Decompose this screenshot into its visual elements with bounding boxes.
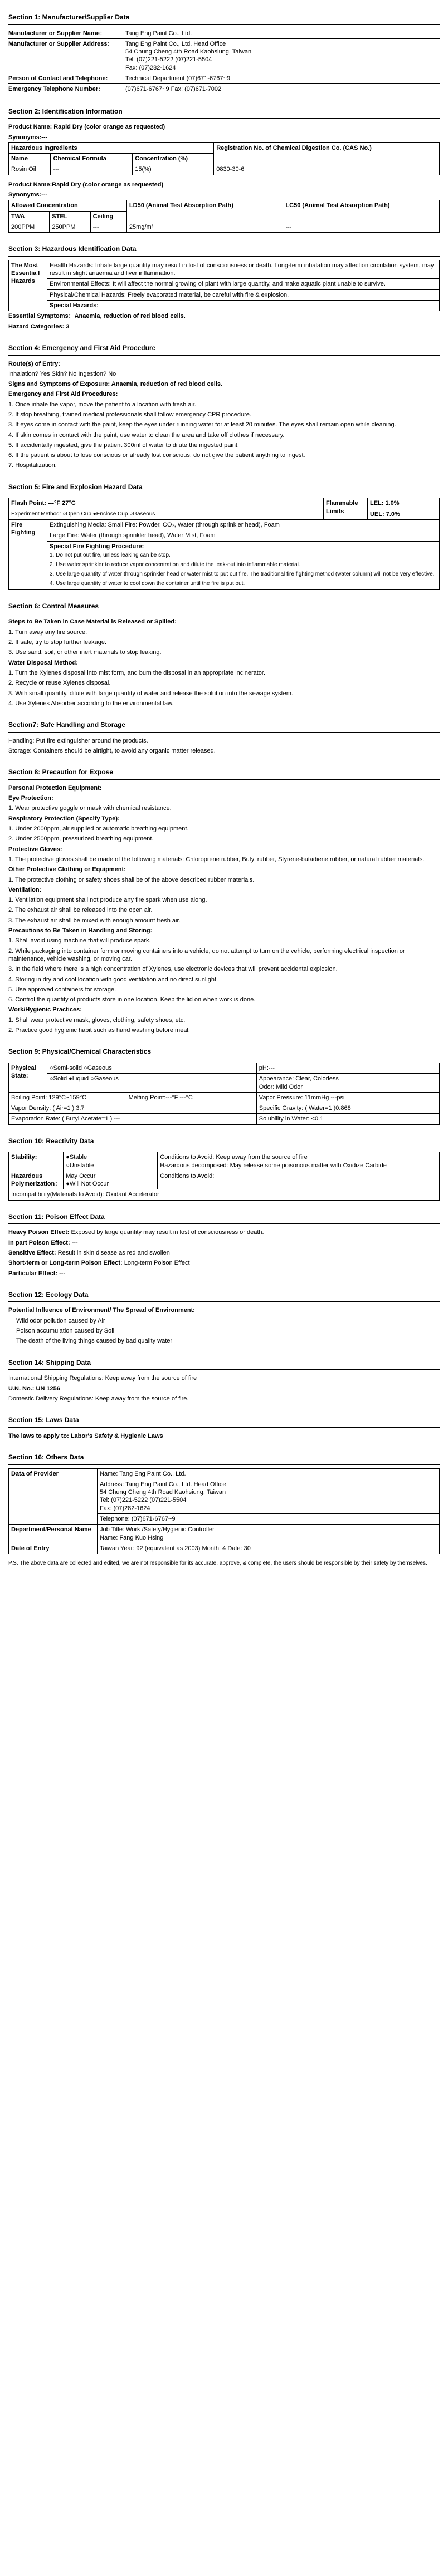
lel: LEL: 1.0% [368,498,440,509]
spill-label: Steps to Be Taken in Case Material is Released or Spilled: [8,618,177,626]
poison-effect-label: In part Poison Effect: [8,1239,70,1246]
solubility: Solubility in Water: <0.1 [256,1114,439,1124]
section-5-title: Section 5: Fire and Explosion Hazard Data [8,480,440,495]
stability-value: ●Stable ○Unstable [64,1152,158,1171]
poison-effect-row [8,1227,440,1237]
section-1-body [8,25,440,99]
section-12-title: Section 12: Ecology Data [8,1287,440,1302]
polymerization-value: May Occur ●Will Not Occur [64,1171,158,1189]
ecology-list [8,1316,440,1346]
waste-item: 2. Recycle or reuse Xylenes disposal. [8,680,111,687]
ventilation-label: Ventilation: [8,886,42,893]
first-aid-item: 3. If eyes come in contact with the paint, keep the eyes under running water for at least 20 minutes. The eyes shall remain open while cleaning. [8,421,396,429]
fire-table [8,498,440,589]
routes-value: Inhalation? Yes Skin? No Ingestion? No [8,370,116,377]
lc50-header: LC50 (Animal Test Absorption Path) [283,200,440,222]
poison-effect-label: Short-term or Long-term Poison Effect: [8,1260,123,1267]
info-label: Emergency Telephone Number: [8,86,100,93]
fire-fighting-label: Fire Fighting [9,519,47,589]
section-8-body [8,780,440,1039]
poison-effect-value: --- [59,1270,66,1277]
first-aid-item: 1. Once inhale the vapor, move the patient to a location with fresh air. [8,401,196,408]
section-4-body [8,356,440,474]
ceiling-cell: --- [90,222,126,232]
provider-label: Data of Provider [9,1468,98,1525]
experiment-method: Experiment Method: ○Open Cup ●Enclose Cup ○Gaseous [9,509,324,519]
info-label: Manufacturer or Supplier Address： [8,40,114,47]
product-name-1: Product Name: Rapid Dry (color orange as requested) [8,124,165,131]
date-value: Taiwan Year: 92 (equivalent as 2003) Month: 4 Date: 30 [98,1543,440,1554]
poison-effect-row [8,1238,440,1248]
essential-symptoms: Essential Symptoms：Anaemia, reduction of red blood cells. [8,313,186,320]
section-6-title: Section 6: Control Measures [8,599,440,614]
stel-cell: 250PPM [50,222,90,232]
section-2-body [8,119,440,236]
section-3-title: Section 3: Hazardous Identification Data [8,242,440,257]
haz-formula-cell: --- [51,164,133,175]
other-protective-label: Other Protective Clothing or Equipment: [8,866,126,873]
haz-formula-header: Chemical Formula [51,154,133,164]
respiratory-protection-label: Respiratory Protection (Specify Type): [8,815,120,822]
hazards-side-label: The Most Essentia l Hazards [9,260,47,311]
info-label: Person of Contact and Telephone: [8,75,108,82]
waste-label: Water Disposal Method: [8,659,78,666]
work-hygienic-item: 2. Practice good hygienic habit such as hand washing before meal. [8,1027,190,1034]
lc50-cell: --- [283,222,440,232]
flash-point: Flash Point: ---°F 27°C [9,498,324,509]
product-name-2: Product Name:Rapid Dry (color orange as requested) [8,181,164,188]
poison-effect-row [8,1269,440,1279]
odor: Odor: Mild Odor [259,1083,303,1090]
section-15-title: Section 15: Laws Data [8,1413,440,1428]
department-value: Job Title: Work /Safety/Hygienic Controller Name: Fang Kuo Hsing [98,1525,440,1543]
hazardous-decomposed: Hazardous decomposed: May release some poisonous matter with Oxidize Carbide [160,1162,387,1169]
others-table [8,1468,440,1555]
ecology-item: The death of the living things caused by bad quality water [16,1338,173,1345]
poison-effect-label: Sensitive Effect: [8,1249,56,1256]
haz-name-cell: Rosin Oil [9,164,51,175]
reactivity-table [8,1152,440,1200]
specific-gravity: Specific Gravity: ( Water=1 )0.868 [256,1103,439,1114]
ecology-label: Potential Influence of Environment/ The Spread of Environment: [8,1307,195,1314]
special-fire-label: Special Fire Fighting Procedure: [50,543,144,550]
polymerization-label: Hazardous Polymerization： [9,1171,64,1189]
waste-item: 3. With small quantity, dilute with large quantity of water and release the solution into the sewage system. [8,690,293,697]
appearance-odor [256,1074,439,1093]
large-fire: Large Fire: Water (through sprinkler head), Water Mist, Foam [47,530,440,541]
section-7-body [8,733,440,760]
respiratory-protection-item: 2. Under 2500ppm, pressurized breathing equipment. [8,835,154,843]
stel-header: STEL [50,211,90,222]
section-6-body [8,613,440,712]
twa-cell: 200PPM [9,222,50,232]
special-fire-item: 1. Do not put out fire, unless leaking can be stop. [50,552,171,558]
protective-gloves-label: Protective Gloves: [8,845,62,853]
flammable-limits: Flammable Limits [324,498,368,520]
haz-conc-header: Concentration (%) [133,154,214,164]
ph: pH:--- [256,1063,439,1073]
ecology-item: Poison accumulation caused by Soil [16,1328,115,1335]
spill-item: 1. Turn away any fire source. [8,628,87,636]
work-hygienic-item: 1. Shall wear protective mask, gloves, clothing, safety shoes, etc. [8,1016,186,1024]
info-value: Tang Eng Paint Co., Ltd. Head Office 54 Chung Cheng 4th Road Kaohsiung, Taiwan Tel: (07)221-5222 (07)221-5504 Fax: (07)282-1624 [125,40,252,71]
section-16-body [8,1465,440,1571]
respiratory-protection-item: 1. Under 2000ppm, air supplied or automatic breathing equipment. [8,825,189,833]
haz-name-header: Name [9,154,51,164]
waste-item: 1. Turn the Xylenes disposal into mist form, and burn the disposal in an appropriate incinerator. [8,669,266,676]
poison-effect-value: Result in skin disease as red and swollen [57,1249,170,1256]
conditions-to-avoid: Conditions to Avoid: Keep away from the source of fire [160,1154,308,1161]
ventilation-item: 3. The exhaust air shall be mixed with enough amount fresh air. [8,917,181,924]
msds-document [8,0,440,1575]
ld50-header: LD50 (Animal Test Absorption Path) [126,200,283,222]
handling-precautions-label: Precautions to Be Taken in Handling and Storing: [8,927,153,935]
handling-precautions-item: 2. While packaging into container form or moving containers into a vehicle, do not attempt to turn on the vehicle, performing electrical inspection or maintenance, vehicle washing, or moving car. [8,947,405,962]
section-9-body [8,1059,440,1128]
ventilation-item: 1. Ventilation equipment shall not produce any fire spark when use along. [8,897,207,904]
section-12-body [8,1302,440,1349]
special-fire-item: 3. Use large quantity of water through sprinkler head or water mist to put out fire. The traditional fire fighting method (water column) will not be very effective. [50,571,435,577]
poison-effect-value: --- [71,1239,78,1246]
poison-effect-label: Particular Effect: [8,1270,58,1277]
physical-table [8,1063,440,1125]
section-10-body [8,1148,440,1203]
poison-effect-row [8,1248,440,1258]
poison-effect-value: Exposed by large quantity may result in lost of consciousness or death. [71,1229,264,1236]
first-aid-item: 4. If skin comes in contact with the paint, use water to clean the area and take off clothes if necessary. [8,431,285,439]
intl-shipping: International Shipping Regulations: Keep away from the source of fire [8,1375,197,1382]
spill-item: 3. Use sand, soil, or other inert materials to stop leaking. [8,649,162,656]
handling-precautions-item: 3. In the field where there is a high concentration of Xylenes, use electronic devices that will prevent accidental explosion. [8,966,338,973]
routes-label: Route(s) of Entry: [8,360,60,367]
handling: Handling: Put fire extinguisher around the products. [8,737,148,744]
section-15-body [8,1428,440,1444]
evaporation-rate: Evaporation Rate: ( Butyl Acetate=1 ) --- [9,1114,257,1124]
section-1-title: Section 1: Manufacturer/Supplier Data [8,10,440,25]
synonyms-2: Synonyms:--- [8,191,48,199]
special-fire-item: 2. Use water sprinkler to reduce vapor concentration and dilute the leak-out into inflammable material. [50,561,300,568]
table-row [9,164,440,175]
section-11-body [8,1224,440,1281]
ppe-label: Personal Protection Equipment: [8,784,102,792]
provider-telephone: Telephone: (07)671-6767~9 [98,1514,440,1525]
section-11-title: Section 11: Poison Effect Data [8,1210,440,1225]
eye-protection-item: 1. Wear protective goggle or mask with chemical resistance. [8,805,172,812]
section-2-title: Section 2: Identification Information [8,104,440,119]
info-row [8,84,440,95]
ventilation-item: 2. The exhaust air shall be released into the open air. [8,907,153,914]
physical-hazards: Physical/Chemical Hazards: Freely evaporated material, be careful with fire & explosion. [47,289,440,300]
section-9-title: Section 9: Physical/Chemical Characteristics [8,1044,440,1059]
poison-effect-value: Long-term Poison Effect [124,1260,190,1267]
boiling-point: Boiling Point: 129°C~159°C [9,1092,126,1103]
small-fire: Extinguishing Media: Small Fire: Powder, CO₂, Water (through sprinkler head), Foam [47,519,440,530]
section-14-body [8,1370,440,1407]
section-10-title: Section 10: Reactivity Data [8,1134,440,1149]
section-16-title: Section 16: Others Data [8,1450,440,1465]
special-fire-procedure [47,541,440,589]
stability-label: Stability: [9,1152,64,1171]
first-aid-item: 5. If accidentally ingested, give the patient 300ml of water to dilute the ingested paint. [8,441,239,449]
section-4-title: Section 4: Emergency and First Aid Procedure [8,341,440,356]
ecology-item: Wild odor pollution caused by Air [16,1317,105,1324]
laws-text: The laws to apply to: Labor's Safety & Hygienic Laws [8,1432,163,1439]
date-label: Date of Entry [9,1543,98,1554]
info-value: (07)671-6767~9 Fax: (07)671-7002 [125,86,222,93]
vapor-density: Vapor Density: ( Air=1 ) 3.7 [9,1103,257,1114]
melting-point: Melting Point:---°F ---°C [126,1092,256,1103]
waste-list [8,668,440,709]
un-number: U.N. No.: UN 1256 [8,1385,60,1392]
waste-item: 4. Use Xylenes Absorber according to the environmental law. [8,700,174,707]
synonyms-1: Synonyms:--- [8,134,48,141]
physical-state-row2: ○Solid ●Liquid ○Gaseous [47,1074,257,1093]
section-7-title: Section7: Safe Handling and Storage [8,717,440,733]
provider-name: Name: Tang Eng Paint Co., Ltd. [98,1468,440,1479]
info-row [8,39,440,73]
poison-effect-row [8,1258,440,1268]
section-14-title: Section 14: Shipping Data [8,1355,440,1370]
other-protective-item: 1. The protective clothing or safety shoes shall be of the above described rubber materials. [8,876,255,883]
spill-item: 2. If safe, try to stop further leakage. [8,639,107,646]
handling-precautions-item: 4. Storing in dry and cool location with good ventilation and no direct sunlight. [8,976,218,983]
info-value: Technical Department (07)671-6767~9 [125,75,231,82]
stability-conditions [158,1152,440,1171]
ld50-cell: 25mg/m³ [126,222,283,232]
uel: UEL: 7.0% [368,509,440,519]
physical-state-row1: ○Semi-solid ○Gaseous [47,1063,257,1073]
hazards-table [8,260,440,311]
section-5-body [8,494,440,593]
disclaimer: P.S. The above data are collected and edited, we are not responsible for its accurate, approve, & complete, the users should be responsible by their safety by themselves. [8,1560,427,1567]
info-value: Tang Eng Paint Co., Ltd. [125,30,192,37]
ceiling-header: Ceiling [90,211,126,222]
first-aid-label: Emergency and First Aid Procedures: [8,391,118,398]
first-aid-item: 2. If stop breathing, trained medical professionals shall follow emergency CPR procedure. [8,411,251,418]
handling-precautions-item: 6. Control the quantity of products store in one location. Keep the lid on when work is done. [8,996,256,1004]
handling-precautions-item: 5. Use approved containers for storage. [8,986,116,993]
special-fire-item: 4. Use large quantity of water to cool down the container until the fire is put out. [50,580,245,587]
first-aid-list [8,400,440,471]
eye-protection-label: Eye Protection: [8,795,53,802]
first-aid-item: 7. Hospitalization. [8,462,57,469]
hazardous-ingredients-table [8,142,440,175]
poison-effect-label: Heavy Poison Effect: [8,1229,70,1236]
info-row [8,73,440,84]
twa-header: TWA [9,211,50,222]
incompatibility: Incompatibility(Materials to Avoid): Oxidant Accelerator [9,1189,440,1200]
appearance: Appearance: Clear, Colorless [259,1075,339,1083]
environmental-effects: Environmental Effects: It will affect the normal growing of plant with large quantity, and make aquatic plant unable to survive. [47,279,440,289]
health-hazards: Health Hazards: Inhale large quantity may result in lost of consciousness or death. Long-term inhalation may affection circulation system, may result in slight anaemia and liver inflammation. [47,260,440,279]
provider-address: Address: Tang Eng Paint Co., Ltd. Head Office 54 Chung Cheng 4th Road Kaohsiung, Taiwan Tel: (07)221-5222 (07)221-5504 Fax: (07)282-1624 [98,1479,440,1513]
haz-header: Hazardous Ingredients [9,142,214,153]
storage: Storage: Containers should be airtight, to avoid any organic matter released. [8,748,216,754]
info-label: Manufacturer or Supplier Name： [8,30,106,37]
domestic-shipping: Domestic Delivery Regulations: Keep away from the source of fire. [8,1395,189,1402]
allowed-header: Allowed Concentration [9,200,127,211]
info-row [8,28,440,39]
protective-gloves-item: 1. The protective gloves shall be made of the following materials: Chloroprene rubber, Butyl rubber, Styrene-butadiene rubber, or natural rubber materials. [8,856,425,863]
vapor-pressure: Vapor Pressure: 11mmHg ---psi [256,1092,439,1103]
table-row [9,222,440,232]
hazard-categories: Hazard Categories: 3 [8,323,70,330]
section-8-title: Section 8: Precaution for Expose [8,765,440,780]
special-fire-list [50,550,437,588]
cas-header: Registration No. of Chemical Digestion Co. (CAS No.) [214,142,440,164]
department-label: Department/Personal Name [9,1525,98,1543]
first-aid-item: 6. If the patient is about to lose conscious or already lost conscious, do not give the patient anything to ingest. [8,452,305,459]
signs-symptoms: Signs and Symptoms of Exposure: Anaemia, reduction of red blood cells. [8,381,223,388]
handling-precautions-item: 1. Shall avoid using machine that will produce spark. [8,937,151,945]
section-3-body [8,257,440,335]
conditions-to-avoid-2: Conditions to Avoid: [158,1171,440,1189]
special-hazards: Special Hazards: [47,301,440,311]
spill-list [8,627,440,658]
work-hygienic-label: Work/Hygienic Practices: [8,1006,82,1014]
allowed-concentration-table [8,200,440,233]
physical-state-label: Physical State: [9,1063,47,1092]
haz-conc-cell: 15(%) [133,164,214,175]
haz-cas-cell: 0830-30-6 [214,164,440,175]
